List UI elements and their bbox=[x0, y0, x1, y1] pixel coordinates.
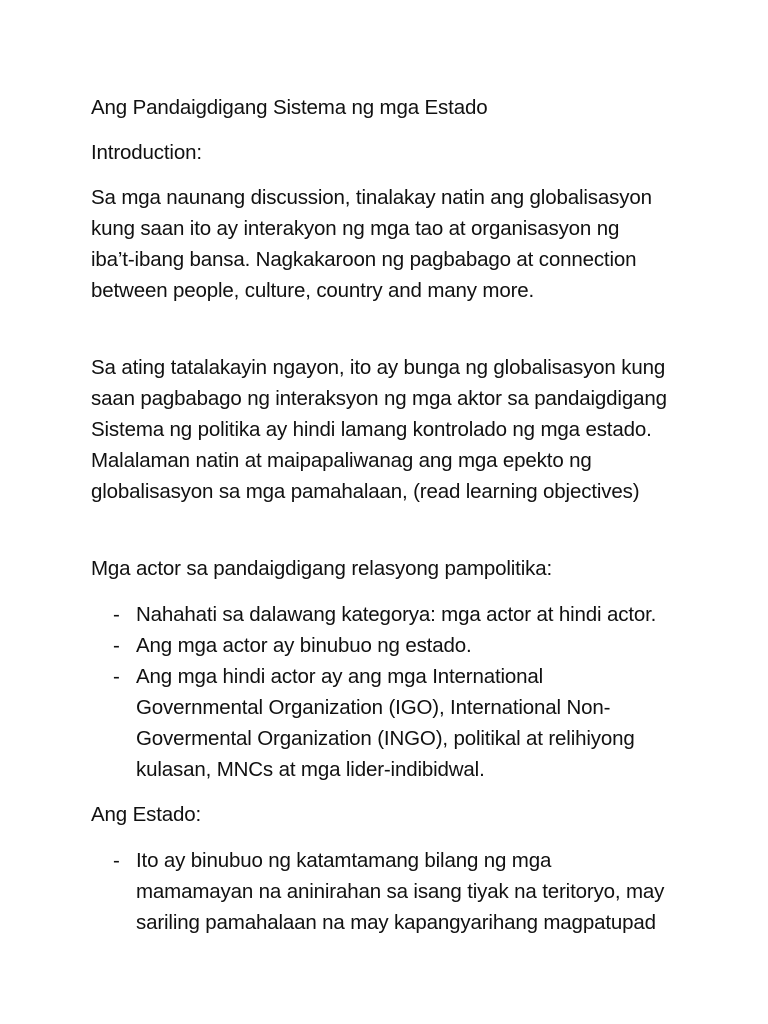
estado-list bbox=[91, 845, 691, 938]
dash-bullet: - bbox=[113, 603, 120, 626]
list-item-text: Ang mga actor ay binubuo ng estado. bbox=[136, 634, 472, 657]
paragraph-line: iba’t-ibang bansa. Nagkakaroon ng pagbabago at connection bbox=[91, 248, 637, 271]
list-item-text: Govermental Organization (INGO), politikal at relihiyong bbox=[136, 727, 635, 750]
dash-bullet: - bbox=[113, 634, 120, 657]
paragraph-line: kung saan ito ay interakyon ng mga tao at organisasyon ng bbox=[91, 217, 620, 240]
paragraph-line: Sa mga naunang discussion, tinalakay natin ang globalisasyon bbox=[91, 186, 652, 209]
dash-bullet: - bbox=[113, 849, 120, 872]
list-item-text: kulasan, MNCs at mga lider-indibidwal. bbox=[136, 758, 485, 781]
list-item bbox=[91, 845, 691, 938]
intro-heading: Introduction: bbox=[91, 141, 202, 164]
list-item-text: mamamayan na aninirahan sa isang tiyak na teritoryo, may bbox=[136, 880, 665, 903]
actors-heading: Mga actor sa pandaigdigang relasyong pampolitika: bbox=[91, 557, 553, 580]
list-item-text: Ang mga hindi actor ay ang mga International bbox=[136, 665, 544, 688]
document-content bbox=[91, 92, 691, 938]
paragraph-line: Malalaman natin at maipapaliwanag ang mga epekto ng bbox=[91, 449, 592, 472]
paragraph-2 bbox=[91, 352, 691, 507]
paragraph-line: Sa ating tatalakayin ngayon, ito ay bunga ng globalisasyon kung bbox=[91, 356, 666, 379]
estado-heading: Ang Estado: bbox=[91, 803, 202, 826]
list-item bbox=[91, 599, 691, 630]
paragraph-line: between people, culture, country and many more. bbox=[91, 279, 535, 302]
paragraph-1 bbox=[91, 182, 691, 306]
list-item-text: Nahahati sa dalawang kategorya: mga actor at hindi actor. bbox=[136, 603, 657, 626]
document-title: Ang Pandaigdigang Sistema ng mga Estado bbox=[91, 96, 488, 119]
dash-bullet: - bbox=[113, 665, 120, 688]
list-item-text: sariling pamahalaan na may kapangyarihang magpatupad bbox=[136, 911, 656, 934]
paragraph-line: Sistema ng politika ay hindi lamang kontrolado ng mga estado. bbox=[91, 418, 652, 441]
actors-list bbox=[91, 599, 691, 785]
list-item-text: Ito ay binubuo ng katamtamang bilang ng mga bbox=[136, 849, 552, 872]
list-item bbox=[91, 630, 691, 661]
list-item-text: Governmental Organization (IGO), International Non- bbox=[136, 696, 611, 719]
list-item bbox=[91, 661, 691, 785]
paragraph-line: saan pagbabago ng interaksyon ng mga aktor sa pandaigdigang bbox=[91, 387, 667, 410]
paragraph-line: globalisasyon sa mga pamahalaan, (read learning objectives) bbox=[91, 480, 640, 503]
